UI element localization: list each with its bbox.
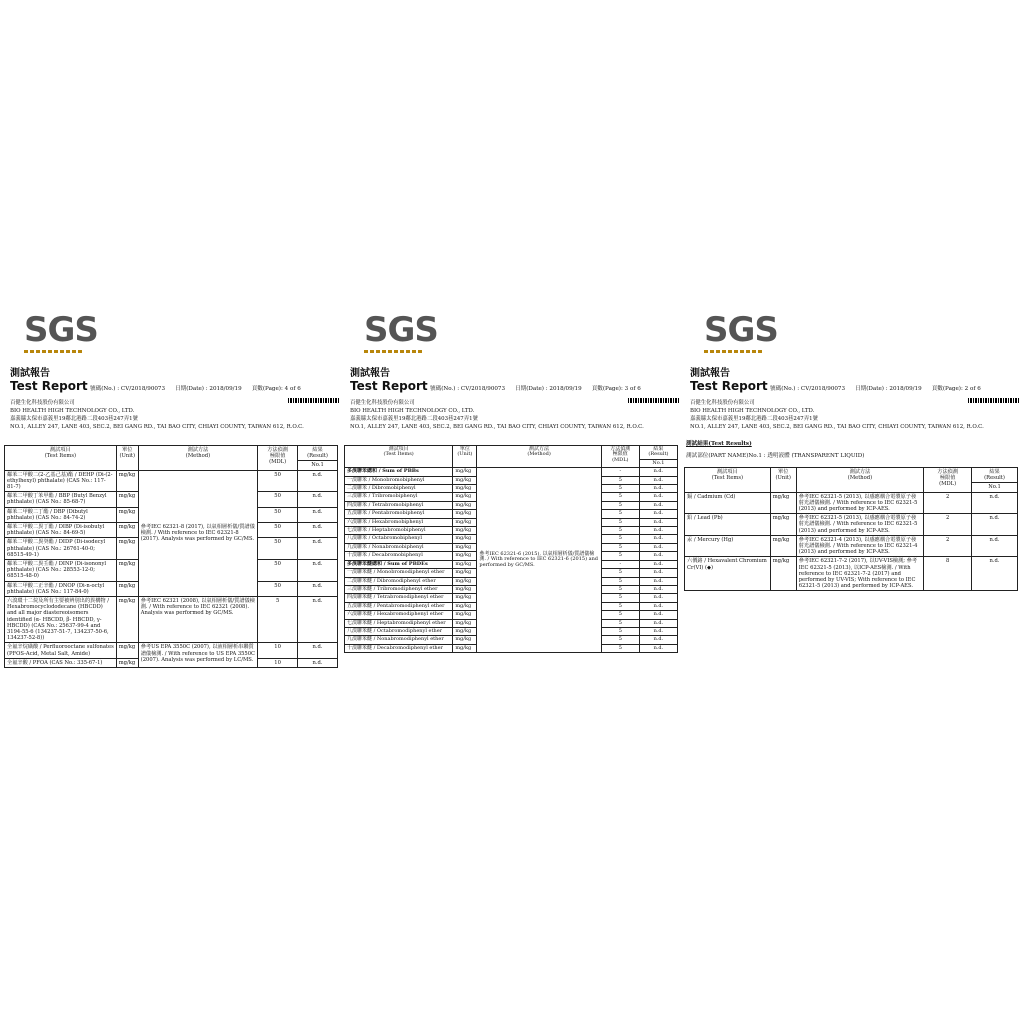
sgs-logo: SGS <box>24 310 340 350</box>
unit-cell: mg/kg <box>453 585 477 593</box>
result-cell: n.d. <box>639 501 677 509</box>
unit-cell: mg/kg <box>453 611 477 619</box>
sgs-logo: SGS <box>704 310 1020 350</box>
mdl-cell: 2 <box>924 492 972 514</box>
table-row-item: 一溴聯苯 / Monobromobiphenyl <box>345 476 453 484</box>
mdl-cell: 8 <box>924 557 972 591</box>
table-row-item: 二溴聯苯 / Dibromobiphenyl <box>345 485 453 493</box>
table-row-item: 六溴聯苯 / Hexabromobiphenyl <box>345 518 453 526</box>
col-item: 測試項目 (Test Items) <box>685 468 771 493</box>
address-en: NO.1, ALLEY 247, LANE 403, SEC.2, BEI GANG RD., TAI BAO CITY, CHIAYI COUNTY, TAIWAN 612, R.O.C. <box>690 424 984 430</box>
table-row-item: 五溴聯苯醚 / Pentabromodiphenyl ether <box>345 602 453 610</box>
result-cell: n.d. <box>639 476 677 484</box>
col-method: 測試方法 (Method) <box>796 468 924 493</box>
report-page-4 <box>4 310 340 668</box>
table-row-item: 八溴聯苯醚 / Octabromodiphenyl ether <box>345 627 453 635</box>
col-unit: 單位 (Unit) <box>770 468 796 493</box>
result-cell: n.d. <box>639 619 677 627</box>
report-date: 日期(Date) : 2018/09/19 <box>515 386 582 392</box>
mdl-cell: 5 <box>601 619 639 627</box>
result-cell: n.d. <box>298 470 338 492</box>
result-cell: n.d. <box>639 543 677 551</box>
result-cell: n.d. <box>639 636 677 644</box>
table-row-item: 一溴聯苯醚 / Monobromodiphenyl ether <box>345 569 453 577</box>
result-cell: n.d. <box>972 535 1018 557</box>
table-row-item: 鎘 / Cadmium (Cd) <box>685 492 771 514</box>
company-en: BIO HEALTH HIGH TECHNOLOGY CO., LTD. <box>10 408 135 414</box>
unit-cell: mg/kg <box>453 602 477 610</box>
group-sum-item: 多溴聯苯醚總和 / Sum of PBDEs <box>345 560 453 568</box>
table-row-item: 八溴聯苯 / Octabromobiphenyl <box>345 535 453 543</box>
method-cell: 參考US EPA 3550C (2007), 以液相層析串聯質譜儀檢測. / With reference to US EPA 3550C (2007). Analysis was performed by LC/MS. <box>138 643 257 668</box>
mdl-cell: 50 <box>258 581 298 596</box>
col-no1: No.1 <box>639 459 677 467</box>
result-cell: n.d. <box>298 507 338 522</box>
mdl-cell: 5 <box>601 493 639 501</box>
company-en: BIO HEALTH HIGH TECHNOLOGY CO., LTD. <box>350 408 475 414</box>
report-date: 日期(Date) : 2018/09/19 <box>855 386 922 392</box>
unit-cell: mg/kg <box>453 619 477 627</box>
table-row-item: 六溴環十二烷及所有主要被辨別出的異構物 / Hexabromocyclododecane (HBCDD) and all major diastereoisomers identified (α- HBCDD, β- HBCDD, γ- HBCDD) (CAS No.: 25637-99-4 and 3194-55-6 (134237-51-7, 134237-50-6, 134237-52-8)) <box>5 597 117 643</box>
mdl-cell: 5 <box>601 510 639 518</box>
mdl-cell: 50 <box>258 538 298 560</box>
col-item: 測試項目 (Test Items) <box>5 446 117 471</box>
result-cell: n.d. <box>639 518 677 526</box>
unit-cell: mg/kg <box>116 507 138 522</box>
table-row-item: 二溴聯苯醚 / Dibromodiphenyl ether <box>345 577 453 585</box>
address-zh: 嘉義縣太保市嘉義里19鄰北港路二段403巷247弄1號 <box>10 416 138 422</box>
unit-cell: mg/kg <box>770 557 796 591</box>
table-row-item: 三溴聯苯醚 / Tribromodiphenyl ether <box>345 585 453 593</box>
page-number: 頁數(Page): 3 of 6 <box>591 386 641 392</box>
unit-cell: mg/kg <box>116 492 138 507</box>
table-row-item: 六價鉻 / Hexavalent Chromium Cr(VI) (◆) <box>685 557 771 591</box>
mdl-cell: 5 <box>601 518 639 526</box>
unit-cell: mg/kg <box>453 476 477 484</box>
sgs-logo: SGS <box>364 310 680 350</box>
method-cell: 參考IEC 62321-6 (2015), 以氣相層析儀/質譜儀檢測. / With reference to IEC 62321-6 (2015) and performed by GC/MS. <box>477 468 601 653</box>
unit-cell: mg/kg <box>770 514 796 536</box>
test-table-page-4 <box>4 445 338 668</box>
test-table-page-3 <box>344 445 678 653</box>
test-table-page-2 <box>684 467 1018 591</box>
mdl-cell: 5 <box>601 569 639 577</box>
company-en: BIO HEALTH HIGH TECHNOLOGY CO., LTD. <box>690 408 815 414</box>
col-mdl: 方法偵測 極限值 (MDL) <box>258 446 298 471</box>
mdl-cell: 5 <box>601 644 639 652</box>
mdl-cell: 5 <box>601 585 639 593</box>
result-cell: n.d. <box>298 658 338 667</box>
result-cell: n.d. <box>639 585 677 593</box>
table-row-item: 三溴聯苯 / Tribromobiphenyl <box>345 493 453 501</box>
report-number: 號碼(No.) : CV/2018/90073 <box>90 386 166 392</box>
mdl-cell: - <box>601 468 639 476</box>
result-cell: n.d. <box>972 492 1018 514</box>
col-no1: No.1 <box>298 461 338 470</box>
result-cell: n.d. <box>639 527 677 535</box>
company-zh: 百健生化科技股份有限公司 <box>10 400 75 406</box>
method-cell: 參考IEC 62321-5 (2013), 以感應耦合電漿原子發射光譜儀檢測. / With reference to IEC 62321-5 (2013) and performed by ICP-AES. <box>796 514 924 536</box>
table-row-item: 七溴聯苯 / Heptabromobiphenyl <box>345 527 453 535</box>
address-zh: 嘉義縣太保市嘉義里19鄰北港路二段403巷247弄1號 <box>690 416 818 422</box>
unit-cell: mg/kg <box>453 552 477 560</box>
results-heading: 測試結果(Test Results) <box>686 441 752 447</box>
address-en: NO.1, ALLEY 247, LANE 403, SEC.2, BEI GANG RD., TAI BAO CITY, CHIAYI COUNTY, TAIWAN 612, R.O.C. <box>10 424 304 430</box>
mdl-cell: 5 <box>601 602 639 610</box>
table-row-item: 六溴聯苯醚 / Hexabromodiphenyl ether <box>345 611 453 619</box>
unit-cell: mg/kg <box>453 501 477 509</box>
col-mdl: 方法偵測 極限值 (MDL) <box>601 446 639 468</box>
col-method: 測試方法 (Method) <box>138 446 257 471</box>
title-en: Test Report <box>350 379 428 393</box>
col-no1: No.1 <box>972 483 1018 492</box>
unit-cell: mg/kg <box>453 535 477 543</box>
mdl-cell: 5 <box>601 476 639 484</box>
table-row-item: 鄰苯二甲酸丁苯甲酯 / BBP (Butyl Benzyl phthalate) (CAS No.: 85-68-7) <box>5 492 117 507</box>
table-row-item: 全氟辛烷磺酸 / Perfluorooctane sulfonates (PFOS-Acid, Metal Salt, Amide) <box>5 643 117 658</box>
unit-cell: mg/kg <box>453 636 477 644</box>
mdl-cell: 5 <box>601 627 639 635</box>
table-row-item: 五溴聯苯 / Pentabromobiphenyl <box>345 510 453 518</box>
page-number: 頁數(Page): 4 of 6 <box>251 386 301 392</box>
mdl-cell: 5 <box>601 543 639 551</box>
company-zh: 百健生化科技股份有限公司 <box>350 400 415 406</box>
result-cell: n.d. <box>639 627 677 635</box>
unit-cell: mg/kg <box>453 518 477 526</box>
report-page-3 <box>344 310 680 653</box>
result-cell: n.d. <box>639 535 677 543</box>
result-cell: n.d. <box>639 560 677 568</box>
unit-cell: mg/kg <box>453 543 477 551</box>
barcode <box>288 398 340 403</box>
unit-cell: mg/kg <box>453 468 477 476</box>
result-cell: n.d. <box>639 485 677 493</box>
mdl-cell: 5 <box>601 552 639 560</box>
mdl-cell: 5 <box>601 527 639 535</box>
page-number: 頁數(Page): 2 of 6 <box>931 386 981 392</box>
mdl-cell: 5 <box>601 501 639 509</box>
mdl-cell: - <box>601 560 639 568</box>
mdl-cell: 10 <box>258 643 298 658</box>
result-cell: n.d. <box>639 644 677 652</box>
address-zh: 嘉義縣太保市嘉義里19鄰北港路二段403巷247弄1號 <box>350 416 478 422</box>
result-cell: n.d. <box>298 597 338 643</box>
table-row-item: 鉛 / Lead (Pb) <box>685 514 771 536</box>
report-number: 號碼(No.) : CV/2018/90073 <box>770 386 846 392</box>
method-cell: 參考IEC 62321-7-2 (2017), 以UV-VIS檢測; 參考IEC 62321-5 (2013), 以ICP-AES檢測. / With reference to IEC 62321-7-2 (2017) and performed by UV-VIS; With reference to IEC 62321-5 (2013) and performed by ICP-AES. <box>796 557 924 591</box>
title-zh: 測試報告 <box>690 368 730 379</box>
mdl-cell: 2 <box>924 535 972 557</box>
unit-cell: mg/kg <box>116 523 138 538</box>
result-cell: n.d. <box>298 492 338 507</box>
result-cell: n.d. <box>639 611 677 619</box>
unit-cell: mg/kg <box>453 627 477 635</box>
unit-cell: mg/kg <box>116 538 138 560</box>
unit-cell: mg/kg <box>453 577 477 585</box>
unit-cell: mg/kg <box>770 492 796 514</box>
result-cell: n.d. <box>639 510 677 518</box>
result-cell: n.d. <box>298 538 338 560</box>
col-result: 結果 (Result) <box>639 446 677 460</box>
table-row-item: 九溴聯苯醚 / Nonabromodiphenyl ether <box>345 636 453 644</box>
mdl-cell: 5 <box>601 611 639 619</box>
report-number: 號碼(No.) : CV/2018/90073 <box>430 386 506 392</box>
table-row-item: 四溴聯苯醚 / Tetrabromodiphenyl ether <box>345 594 453 602</box>
unit-cell: mg/kg <box>453 493 477 501</box>
method-cell: 參考IEC 62321 (2008), 以氣相層析儀/質譜儀檢測. / With reference to IEC 62321 (2008). Analysis was performed by GC/MS. <box>138 597 257 643</box>
table-row-item: 全氟辛酸 / PFOA (CAS No.: 335-67-1) <box>5 658 117 667</box>
table-row-item: 十溴聯苯醚 / Decabromodiphenyl ether <box>345 644 453 652</box>
table-row-item: 十溴聯苯 / Decabromobiphenyl <box>345 552 453 560</box>
method-cell: 參考IEC 62321-5 (2013), 以感應耦合電漿原子發射光譜儀檢測. / With reference to IEC 62321-5 (2013) and performed by ICP-AES. <box>796 492 924 514</box>
part-name: 測試部位(PART NAME)No.1 : 透明液體 (TRANSPARENT LIQUID) <box>686 453 865 459</box>
unit-cell: mg/kg <box>116 643 138 658</box>
col-unit: 單位 (Unit) <box>116 446 138 471</box>
mdl-cell: 5 <box>258 597 298 643</box>
col-item: 測試項目 (Test Items) <box>345 446 453 468</box>
mdl-cell: 50 <box>258 492 298 507</box>
col-result: 結果 (Result) <box>298 446 338 461</box>
unit-cell: mg/kg <box>453 594 477 602</box>
mdl-cell: 5 <box>601 535 639 543</box>
table-row-item: 鄰苯二甲酸二正辛酯 / DNOP (Di-n-octyl phthalate) (CAS No.: 117-84-0) <box>5 581 117 596</box>
unit-cell: mg/kg <box>453 644 477 652</box>
result-cell: n.d. <box>639 468 677 476</box>
col-result: 結果 (Result) <box>972 468 1018 483</box>
result-cell: n.d. <box>298 581 338 596</box>
col-unit: 單位 (Unit) <box>453 446 477 468</box>
mdl-cell: 10 <box>258 658 298 667</box>
result-cell: n.d. <box>298 560 338 582</box>
mdl-cell: 50 <box>258 560 298 582</box>
address-en: NO.1, ALLEY 247, LANE 403, SEC.2, BEI GANG RD., TAI BAO CITY, CHIAYI COUNTY, TAIWAN 612, R.O.C. <box>350 424 644 430</box>
result-cell: n.d. <box>639 594 677 602</box>
mdl-cell: 5 <box>601 636 639 644</box>
mdl-cell: 5 <box>601 594 639 602</box>
unit-cell: mg/kg <box>453 569 477 577</box>
table-row-item: 鄰苯二甲酸二丁酯 / DBP (Dibutyl phthalate) (CAS No.: 84-74-2) <box>5 507 117 522</box>
table-row-item: 四溴聯苯 / Tetrabromobiphenyl <box>345 501 453 509</box>
mdl-cell: 50 <box>258 470 298 492</box>
report-page-2 <box>684 310 1020 591</box>
mdl-cell: 2 <box>924 514 972 536</box>
result-cell: n.d. <box>639 602 677 610</box>
report-date: 日期(Date) : 2018/09/19 <box>175 386 242 392</box>
unit-cell: mg/kg <box>453 527 477 535</box>
table-row-item: 汞 / Mercury (Hg) <box>685 535 771 557</box>
result-cell: n.d. <box>639 493 677 501</box>
method-cell: 參考IEC 62321-8 (2017), 以氣相層析儀/質譜儀檢測. / With reference to IEC 62321-8 (2017). Analysis was performed by GC/MS. <box>138 470 257 596</box>
unit-cell: mg/kg <box>453 560 477 568</box>
title-zh: 測試報告 <box>350 368 390 379</box>
unit-cell: mg/kg <box>770 535 796 557</box>
unit-cell: mg/kg <box>116 470 138 492</box>
result-cell: n.d. <box>639 552 677 560</box>
result-cell: n.d. <box>639 577 677 585</box>
title-en: Test Report <box>10 379 88 393</box>
mdl-cell: 50 <box>258 507 298 522</box>
unit-cell: mg/kg <box>453 485 477 493</box>
unit-cell: mg/kg <box>116 560 138 582</box>
company-zh: 百健生化科技股份有限公司 <box>690 400 755 406</box>
table-row-item: 鄰苯二甲酸二異丁酯 / DIBP (Di-isobutyl phthalate) (CAS No.: 84-69-5) <box>5 523 117 538</box>
unit-cell: mg/kg <box>116 658 138 667</box>
col-method: 測試方法 (Method) <box>477 446 601 468</box>
unit-cell: mg/kg <box>453 510 477 518</box>
barcode <box>968 398 1020 403</box>
title-en: Test Report <box>690 379 768 393</box>
col-mdl: 方法偵測 極限值 (MDL) <box>924 468 972 493</box>
table-row-item: 七溴聯苯醚 / Heptabromodiphenyl ether <box>345 619 453 627</box>
unit-cell: mg/kg <box>116 581 138 596</box>
group-sum-item: 多溴聯苯總和 / Sum of PBBs <box>345 468 453 476</box>
result-cell: n.d. <box>298 523 338 538</box>
mdl-cell: 5 <box>601 485 639 493</box>
result-cell: n.d. <box>639 569 677 577</box>
table-row-item: 鄰苯二甲酸二異壬酯 / DINP (Di-isononyl phthalate) (CAS No.: 28553-12-0; 68515-48-0) <box>5 560 117 582</box>
mdl-cell: 50 <box>258 523 298 538</box>
mdl-cell: 5 <box>601 577 639 585</box>
title-zh: 測試報告 <box>10 368 50 379</box>
result-cell: n.d. <box>298 643 338 658</box>
table-row-item: 九溴聯苯 / Nonabromobiphenyl <box>345 543 453 551</box>
method-cell: 參考IEC 62321-4 (2013), 以感應耦合電漿原子發射光譜儀檢測. / With reference to IEC 62321-4 (2013) and performed by ICP-AES. <box>796 535 924 557</box>
result-cell: n.d. <box>972 514 1018 536</box>
table-row-item: 鄰苯二甲酸二(2-乙基己基)酯 / DEHP (Di-(2-ethylhexyl) phthalate) (CAS No.: 117-81-7) <box>5 470 117 492</box>
barcode <box>628 398 680 403</box>
table-row-item: 鄰苯二甲酸二異癸酯 / DIDP (Di-isodecyl phthalate) (CAS No.: 26761-40-0; 68515-49-1) <box>5 538 117 560</box>
unit-cell: mg/kg <box>116 597 138 643</box>
result-cell: n.d. <box>972 557 1018 591</box>
